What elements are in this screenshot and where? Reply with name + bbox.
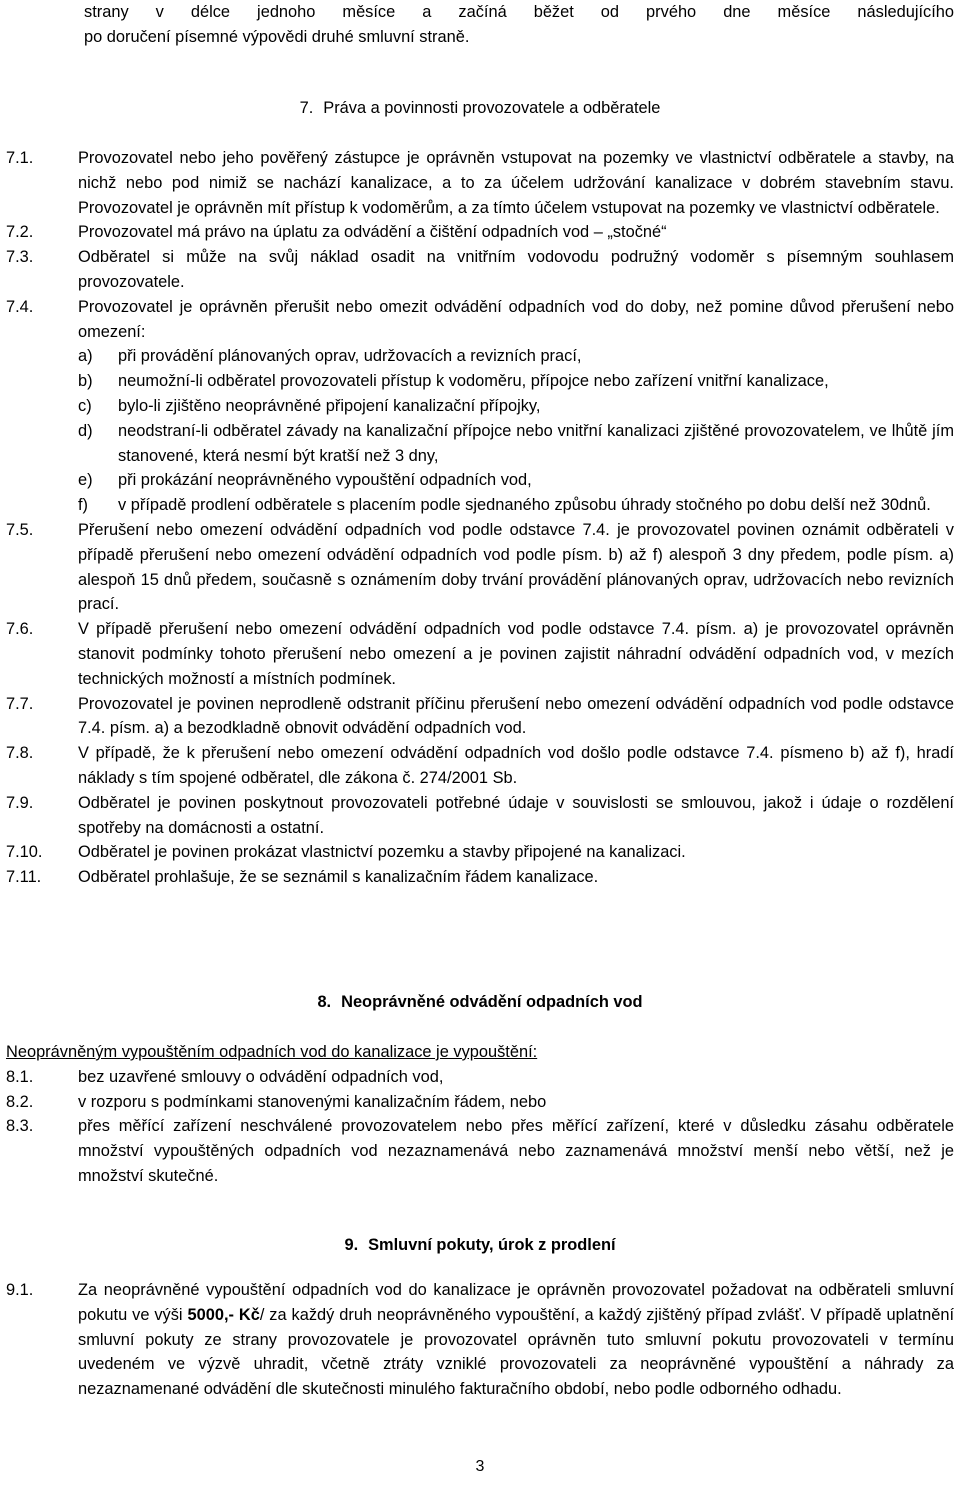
section-7-heading	[0, 96, 960, 121]
item-text: přes měřící zařízení neschválené provozovatelem nebo přes měřící zařízení, které v důsledku zásahu odběratele množství vypouštěných odpadních vod nezaznamenává nebo zaznamenává množství menší nebo větší, než je množství skutečné.	[78, 1117, 954, 1185]
section-8-title: Neoprávněné odvádění odpadních vod	[341, 993, 643, 1011]
item-text: Odběratel prohlašuje, že se seznámil s kanalizačním řádem kanalizace.	[78, 868, 599, 887]
sub-text: v případě prodlení odběratele s placením podle sjednaného způsobu úhrady stočného po dobu delší než 30dnů.	[118, 496, 931, 515]
list-item	[0, 791, 960, 841]
sub-item	[78, 493, 954, 518]
item-number: 9.1.	[6, 1281, 34, 1299]
sub-text: při prokázání neoprávněného vypouštění odpadních vod,	[118, 471, 532, 490]
item-number: 7.9.	[6, 793, 34, 812]
list-item	[0, 865, 960, 890]
section-9-body	[0, 1278, 960, 1402]
section-7-body	[0, 146, 960, 890]
item-number: 7.5.	[6, 520, 34, 539]
item-number: 8.1.	[6, 1067, 34, 1086]
item-number: 7.8.	[6, 744, 34, 763]
item-text-b: / za každý druh neoprávněného vypouštění, a každý zjištěný případ zvlášť. V případě uplatnění smluvní pokuty ze strany provozovatele je provozovatel oprávněn tuto smluvní pokutu provozovateli v termínu uvedeném ve výzvě uhradit, včetně ztráty vzniklé provozovateli za neoprávněné vypouštění a náhrady za nezaznamenané odvádění dle skutečnosti minulého fakturačního období, nebo podle odborného odhadu.	[78, 1305, 955, 1399]
sub-item	[78, 468, 954, 493]
intro-line-2: po doručení písemné výpovědi druhé smluvní straně.	[84, 27, 470, 46]
item-text: Provozovatel nebo jeho pověřený zástupce je oprávněn vstupovat na pozemky ve vlastnictví odběratele a stavby, na nichž nebo pod nimiž se nachází kanalizace, a to za účelem udržování kanalizace v dobrém stavebním stavu. Provozovatel je oprávněn mít přístup k vodoměrům, a za tímto účelem vstupovat na pozemky ve vlastnictví odběratele.	[78, 149, 954, 217]
list-item	[0, 1114, 960, 1188]
item-text: Odběratel je povinen prokázat vlastnictví pozemku a stavby připojené na kanalizaci.	[78, 843, 686, 862]
item-text: Provozovatel je oprávněn přerušit nebo omezit odvádění odpadních vod do doby, než pomine důvod přerušení nebo omezení:	[78, 297, 954, 341]
sub-item	[78, 344, 954, 369]
item-text: Provozovatel je povinen neprodleně odstranit příčinu přerušení nebo omezení odvádění odpadních vod podle odstavce 7.4. písm. a) a bezodkladně obnovit odvádění odpadních vod.	[78, 694, 954, 738]
list-item	[0, 741, 960, 791]
item-text: V případě, že k přerušení nebo omezení odvádění odpadních vod došlo podle odstavce 7.4. písmeno b) až f), hradí náklady s tím spojené odběratel, dle zákona č. 274/2001 Sb.	[78, 744, 954, 787]
item-number: 7.3.	[6, 248, 34, 267]
item-text	[78, 1278, 960, 1402]
item-number: 7.4.	[6, 297, 34, 316]
sub-label: f)	[78, 496, 89, 515]
item-text: bez uzavřené smlouvy o odvádění odpadních vod,	[78, 1067, 444, 1086]
item-number: 7.7.	[6, 694, 34, 713]
section-8-number: 8.	[317, 993, 332, 1011]
sub-label: e)	[78, 471, 93, 490]
item-number: 8.2.	[6, 1092, 34, 1111]
page-number: 3	[475, 1458, 485, 1475]
sub-label: a)	[78, 347, 93, 366]
item-text-a: Za neoprávněné vypouštění odpadních vod do kanalizace je oprávněn provozovatel požadovat na odběrateli smluvní pokutu ve výši	[78, 1281, 954, 1324]
sub-item	[78, 419, 954, 469]
sub-text: bylo-li zjištěno neoprávněné připojení kanalizační přípojky,	[118, 396, 541, 415]
sub-label: b)	[78, 372, 93, 391]
item-number: 7.11.	[6, 868, 42, 887]
intro-line-1: strany v délce jednoho měsíce a začíná běžet od prvého dne měsíce následujícího	[84, 3, 954, 21]
list-item	[0, 1278, 960, 1402]
list-item	[0, 840, 960, 865]
list-item	[0, 1065, 960, 1090]
list-item	[0, 146, 960, 220]
section-8-body	[0, 1040, 960, 1189]
section-7-title: Práva a povinnosti provozovatele a odběratele	[323, 99, 661, 117]
item-text: V případě přerušení nebo omezení odvádění odpadních vod podle odstavce 7.4. písm. a) je provozovatel oprávněn stanovit podmínky tohoto přerušení nebo omezení a je povinen zajistit náhradní odvádění odpadních vod, v mezích technických možností a místních podmínek.	[78, 620, 954, 688]
sub-label: d)	[78, 421, 93, 440]
item-text: Odběratel si může na svůj náklad osadit na vnitřním vodovodu podružný vodoměr s písemným souhlasem provozovatele.	[78, 248, 954, 291]
item-text: Provozovatel má právo na úplatu za odvádění a čištění odpadních vod – „stočné“	[78, 223, 667, 242]
list-item	[0, 617, 960, 691]
sub-list-7-4	[0, 344, 960, 518]
sub-text: neumožní-li odběratel provozovateli přístup k vodoměru, přípojce nebo zařízení vnitřní kanalizace,	[118, 372, 829, 391]
list-item	[0, 295, 960, 345]
sub-text: neodstraní-li odběratel závady na kanalizační přípojce nebo vnitřní kanalizaci zjištěné provozovatelem, ve lhůtě jím stanovené, která nesmí být kratší než 3 dny,	[118, 421, 954, 465]
sub-item	[78, 369, 954, 394]
item-number: 8.3.	[6, 1117, 34, 1136]
list-item	[0, 245, 960, 295]
sub-text: při provádění plánovaných oprav, udržovacích a revizních prací,	[118, 347, 582, 366]
list-item	[0, 1090, 960, 1115]
item-text: Odběratel je povinen poskytnout provozovateli potřebné údaje v souvislosti se smlouvou, jakož i údaje o rozdělení spotřeby na domácnosti a ostatní.	[78, 793, 954, 837]
sub-label: c)	[78, 396, 92, 415]
item-number: 7.2.	[6, 223, 34, 242]
section-9-number: 9.	[344, 1236, 359, 1254]
section-7-number: 7.	[299, 99, 314, 117]
item-text: Přerušení nebo omezení odvádění odpadních vod podle odstavce 7.4. je provozovatel povinen oznámit odběrateli v případě přerušení nebo omezení odvádění odpadních vod podle písm. b) až f) alespoň 3 dny předem, podle písm. a) alespoň 15 dnů předem, současně s oznámením doby trvání provádění plánovaných oprav, udržovacích nebo revizních prací.	[78, 520, 954, 614]
section-9-title: Smluvní pokuty, úrok z prodlení	[368, 1236, 616, 1254]
list-item	[0, 692, 960, 742]
item-number: 7.10.	[6, 843, 43, 862]
section-8-lead: Neoprávněným vypouštěním odpadních vod do kanalizace je vypouštění:	[6, 1043, 538, 1061]
section-9-heading	[0, 1233, 960, 1258]
item-number: 7.1.	[6, 149, 34, 167]
list-item	[0, 220, 960, 245]
item-text: v rozporu s podmínkami stanovenými kanalizačním řádem, nebo	[78, 1092, 547, 1111]
intro-paragraph	[84, 0, 954, 50]
item-number: 7.6.	[6, 620, 34, 639]
sub-item	[78, 394, 954, 419]
list-item	[0, 518, 960, 617]
section-8-heading	[0, 990, 960, 1015]
penalty-amount: 5000,- Kč	[187, 1305, 260, 1324]
